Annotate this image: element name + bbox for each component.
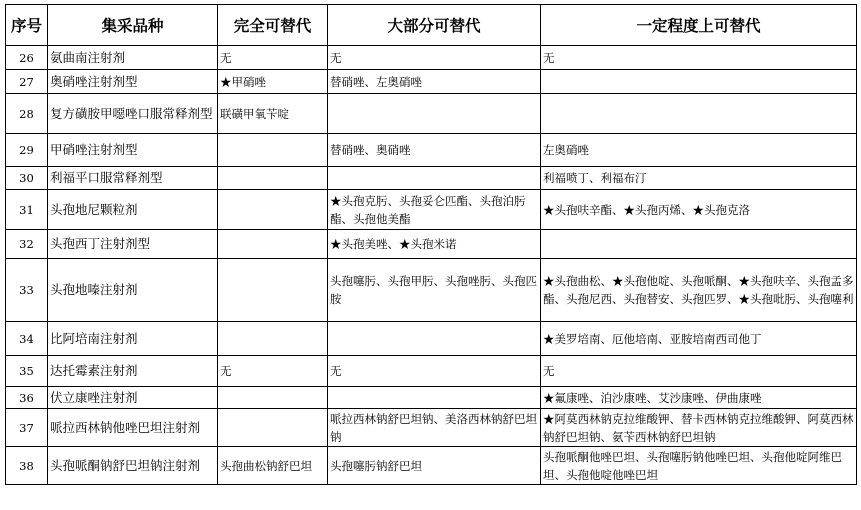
table-row [6, 70, 857, 94]
row-number: 27 [6, 70, 48, 94]
row-number: 29 [6, 134, 48, 167]
fully-replaceable-cell [218, 387, 328, 409]
fully-replaceable-cell [218, 230, 328, 259]
mostly-replaceable-cell: 替硝唑、左奥硝唑 [328, 70, 541, 94]
header-fully-replaceable: 完全可替代 [218, 5, 328, 46]
partially-replaceable-cell: 利福喷丁、利福布汀 [541, 167, 857, 190]
mostly-replaceable-cell: 无 [328, 356, 541, 387]
drug-name: 头孢西丁注射剂型 [48, 230, 218, 259]
row-number: 28 [6, 94, 48, 134]
drug-name: 头孢地嗪注射剂 [48, 259, 218, 322]
fully-replaceable-cell [218, 322, 328, 356]
partially-replaceable-cell: ★美罗培南、厄他培南、亚胺培南西司他丁 [541, 322, 857, 356]
row-number: 34 [6, 322, 48, 356]
drug-substitution-table [5, 4, 857, 485]
drug-name: 复方磺胺甲噁唑口服常释剂型 [48, 94, 218, 134]
table-row [6, 259, 857, 322]
partially-replaceable-cell: ★头孢曲松、★头孢他啶、头孢哌酮、★头孢呋辛、头孢孟多酯、头孢尼西、头孢替安、头孢匹罗、★头孢吡肟、头孢噻利 [541, 259, 857, 322]
fully-replaceable-cell: 头孢曲松钠舒巴坦 [218, 447, 328, 485]
row-number: 36 [6, 387, 48, 409]
drug-name: 甲硝唑注射剂型 [48, 134, 218, 167]
mostly-replaceable-cell [328, 167, 541, 190]
fully-replaceable-cell [218, 190, 328, 230]
row-number: 33 [6, 259, 48, 322]
table-row [6, 134, 857, 167]
fully-replaceable-cell [218, 409, 328, 447]
drug-name: 头孢哌酮钠舒巴坦钠注射剂 [48, 447, 218, 485]
fully-replaceable-cell [218, 259, 328, 322]
mostly-replaceable-cell: ★头孢美唑、★头孢米诺 [328, 230, 541, 259]
mostly-replaceable-cell: 无 [328, 46, 541, 70]
header-partially-replaceable: 一定程度上可替代 [541, 5, 857, 46]
partially-replaceable-cell [541, 230, 857, 259]
mostly-replaceable-cell: 替硝唑、奥硝唑 [328, 134, 541, 167]
partially-replaceable-cell [541, 94, 857, 134]
header-row [6, 5, 857, 46]
row-number: 37 [6, 409, 48, 447]
mostly-replaceable-cell [328, 387, 541, 409]
table-row [6, 356, 857, 387]
row-number: 26 [6, 46, 48, 70]
partially-replaceable-cell: ★头孢呋辛酯、★头孢丙烯、★头孢克洛 [541, 190, 857, 230]
header-drug-name: 集采品种 [48, 5, 218, 46]
fully-replaceable-cell [218, 167, 328, 190]
fully-replaceable-cell: 联磺甲氧苄啶 [218, 94, 328, 134]
drug-name: 奥硝唑注射剂型 [48, 70, 218, 94]
mostly-replaceable-cell [328, 322, 541, 356]
row-number: 38 [6, 447, 48, 485]
table-row [6, 94, 857, 134]
table-row [6, 190, 857, 230]
table-row [6, 409, 857, 447]
fully-replaceable-cell: ★甲硝唑 [218, 70, 328, 94]
drug-name: 达托霉素注射剂 [48, 356, 218, 387]
mostly-replaceable-cell: 头孢噻肟钠舒巴坦 [328, 447, 541, 485]
partially-replaceable-cell: 头孢哌酮他唑巴坦、头孢噻肟钠他唑巴坦、头孢他啶阿维巴坦、头孢他啶他唑巴坦 [541, 447, 857, 485]
fully-replaceable-cell: 无 [218, 356, 328, 387]
row-number: 35 [6, 356, 48, 387]
table-row [6, 447, 857, 485]
drug-name: 氨曲南注射剂 [48, 46, 218, 70]
drug-name: 头孢地尼颗粒剂 [48, 190, 218, 230]
row-number: 31 [6, 190, 48, 230]
drug-name: 伏立康唑注射剂 [48, 387, 218, 409]
header-number: 序号 [6, 5, 48, 46]
mostly-replaceable-cell: 哌拉西林钠舒巴坦钠、美洛西林钠舒巴坦钠 [328, 409, 541, 447]
partially-replaceable-cell: ★阿莫西林钠克拉维酸钾、替卡西林钠克拉维酸钾、阿莫西林钠舒巴坦钠、氨苄西林钠舒巴坦钠 [541, 409, 857, 447]
mostly-replaceable-cell [328, 94, 541, 134]
header-mostly-replaceable: 大部分可替代 [328, 5, 541, 46]
mostly-replaceable-cell: 头孢噻肟、头孢甲肟、头孢唑肟、头孢匹胺 [328, 259, 541, 322]
drug-name: 哌拉西林钠他唑巴坦注射剂 [48, 409, 218, 447]
table-row [6, 230, 857, 259]
row-number: 30 [6, 167, 48, 190]
partially-replaceable-cell: ★氟康唑、泊沙康唑、艾沙康唑、伊曲康唑 [541, 387, 857, 409]
drug-name: 利福平口服常释剂型 [48, 167, 218, 190]
partially-replaceable-cell [541, 70, 857, 94]
mostly-replaceable-cell: ★头孢克肟、头孢妥仑匹酯、头孢泊肟酯、头孢他美酯 [328, 190, 541, 230]
fully-replaceable-cell [218, 134, 328, 167]
partially-replaceable-cell: 无 [541, 46, 857, 70]
table-row [6, 167, 857, 190]
table-row [6, 322, 857, 356]
table-row [6, 387, 857, 409]
drug-name: 比阿培南注射剂 [48, 322, 218, 356]
row-number: 32 [6, 230, 48, 259]
fully-replaceable-cell: 无 [218, 46, 328, 70]
partially-replaceable-cell: 无 [541, 356, 857, 387]
table-row [6, 46, 857, 70]
partially-replaceable-cell: 左奥硝唑 [541, 134, 857, 167]
